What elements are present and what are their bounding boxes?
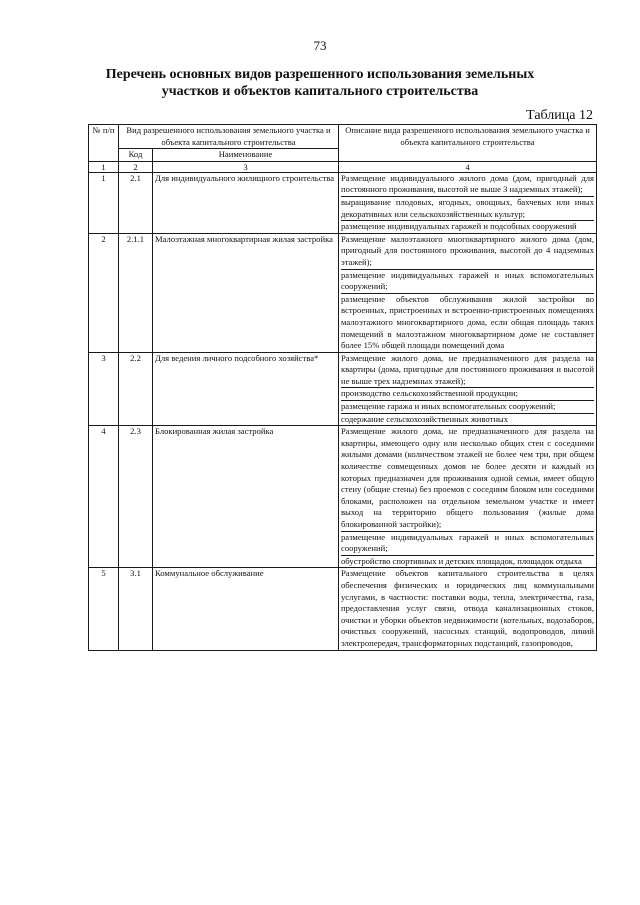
header-desc: Описание вида разрешенного использования земельного участка и объекта капитального строительства <box>339 125 597 162</box>
row-description <box>339 352 597 426</box>
column-number-row <box>89 161 597 172</box>
description-paragraph: размещение гаража и иных вспомогательных сооружений; <box>341 400 594 413</box>
description-paragraph: Размещение жилого дома, не предназначенного для раздела на квартиры (дома, пригодные для постоянного проживания и высотой не выше трех надземных этажей); <box>341 352 594 386</box>
description-paragraph: выращивание плодовых, ягодных, овощных, бахчевых или иных декоративных или сельскохозяйственных культур; <box>341 196 594 219</box>
description-paragraph: Размещение объектов капитального строительства в целях обеспечения физических и юридических лиц коммунальными услугами, в частности: поставки воды, тепла, электричества, газа, предоставления услуг связи, отвода канализационных стоков, очистки и уборки объектов недвижимости (котельных, водозаборов, очистных сооружений, насосных станций, водопроводов, линий электропередач, трансформаторных подстанций, газопроводов, <box>341 568 594 648</box>
row-code: 2.1 <box>119 172 153 233</box>
description-paragraph: производство сельскохозяйственной продукции; <box>341 387 594 400</box>
row-number: 5 <box>89 568 119 650</box>
header-num: № п/п <box>89 125 119 162</box>
description-paragraph: Размещение малоэтажного многоквартирного жилого дома (дом, пригодный для постоянного проживания, высотой до 4 надземных этажей); <box>341 233 594 267</box>
document-title <box>60 66 580 100</box>
column-number: 3 <box>153 161 339 172</box>
document-title-line-2: участков и объектов капитального строительства <box>161 84 479 99</box>
description-paragraph: размещение индивидуальных гаражей и иных вспомогательных сооружений; <box>341 531 594 554</box>
row-code: 2.1.1 <box>119 233 153 352</box>
land-use-table <box>88 124 597 651</box>
row-description <box>339 233 597 352</box>
table-row <box>89 426 597 568</box>
table-row <box>89 233 597 352</box>
column-number: 1 <box>89 161 119 172</box>
row-name: Для ведения личного подсобного хозяйства* <box>153 352 339 426</box>
header-vid: Вид разрешенного использования земельного участка и объекта капитального строительства <box>119 125 339 149</box>
row-description <box>339 172 597 233</box>
row-code: 2.3 <box>119 426 153 568</box>
row-number: 1 <box>89 172 119 233</box>
row-description <box>339 568 597 650</box>
description-paragraph: размещение объектов обслуживания жилой застройки во встроенных, пристроенных и встроенно-пристроенных помещениях малоэтажного многоквартирного дома, если общая площадь таких помещений в малоэтажном многоквартирном доме не составляет более 15% общей площади помещений дома <box>341 293 594 351</box>
table-label: Таблица 12 <box>526 108 593 123</box>
row-name: Для индивидуального жилищного строительства <box>153 172 339 233</box>
row-number: 4 <box>89 426 119 568</box>
table-row <box>89 172 597 233</box>
table-row <box>89 352 597 426</box>
column-number: 4 <box>339 161 597 172</box>
row-description <box>339 426 597 568</box>
row-number: 3 <box>89 352 119 426</box>
table-row <box>89 568 597 650</box>
column-number: 2 <box>119 161 153 172</box>
description-paragraph: размещение индивидуальных гаражей и иных вспомогательных сооружений; <box>341 269 594 292</box>
description-paragraph: Размещение индивидуального жилого дома (дом, пригодный для постоянного проживания, высотой не выше 3 надземных этажей); <box>341 172 594 195</box>
description-paragraph: содержание сельскохозяйственных животных <box>341 413 594 426</box>
page-number: 73 <box>313 38 327 53</box>
header-row <box>89 125 597 149</box>
description-paragraph: обустройство спортивных и детских площадок, площадок отдыха <box>341 555 594 568</box>
row-code: 2.2 <box>119 352 153 426</box>
header-code: Код <box>119 149 153 162</box>
row-number: 2 <box>89 233 119 352</box>
header-name: Наименование <box>153 149 339 162</box>
document-title-line-1: Перечень основных видов разрешенного использования земельных <box>105 67 535 82</box>
row-code: 3.1 <box>119 568 153 650</box>
row-name: Малоэтажная многоквартирная жилая застройка <box>153 233 339 352</box>
description-paragraph: размещение индивидуальных гаражей и подсобных сооружений <box>341 220 594 233</box>
row-name: Блокированная жилая застройка <box>153 426 339 568</box>
description-paragraph: Размещение жилого дома, не предназначенного для раздела на квартиры, имеющего одну или несколько общих стен с соседними жилыми домами (количеством этажей не более чем три, при общем количестве совмещенных домов не более десяти и каждый из которых предназначен для проживания одной семьи, имеет общую стену (общие стены) без проемов с соседним блоком или соседними блоками, расположен на отдельном земельном участке и имеет выход на территорию общего пользования (жилые дома блокированной застройки); <box>341 426 594 529</box>
row-name: Коммунальное обслуживание <box>153 568 339 650</box>
